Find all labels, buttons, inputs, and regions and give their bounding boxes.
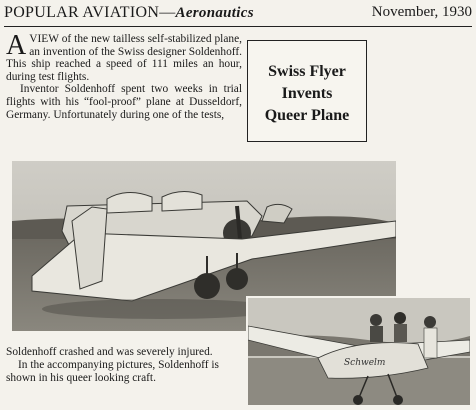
paragraph-2: Inventor Soldenhoff spent two weeks in trial flights with his “fool-proof” plane at Dusseldorf, Germany. Unfortunately during one of the tests, (6, 83, 242, 121)
issue-date: November, 1930 (371, 4, 472, 20)
section-name: Aeronautics (175, 5, 254, 21)
paragraph-1-text: VIEW of the new tailless self-stabilized plane, an invention of the Swiss designer Soldenhoff. This ship reached a speed of 111 miles an hour, during test flights. (6, 33, 242, 83)
plane-marking: Schwelm (344, 358, 386, 368)
article-body (6, 30, 242, 121)
headline-box (247, 40, 367, 142)
header-dash: — (159, 4, 176, 21)
caption-line-1: Soldenhoff crashed and was severely injured. (6, 346, 213, 358)
page-header (4, 4, 472, 26)
inset-plane-photo (246, 296, 472, 407)
running-head (4, 4, 254, 22)
headline-line-3: Queer Plane (264, 107, 350, 124)
photo-caption (6, 346, 246, 384)
drop-cap: A (6, 30, 27, 61)
header-rule (4, 26, 472, 27)
headline-line-2: Invents (281, 85, 333, 102)
caption-line-2: In the accompanying pictures, Soldenhoff is shown in his queer looking craft. (6, 358, 219, 384)
headline-line-1: Swiss Flyer (268, 63, 346, 80)
magazine-title: POPULAR AVIATION (4, 4, 160, 21)
paragraph-1 (6, 30, 242, 83)
